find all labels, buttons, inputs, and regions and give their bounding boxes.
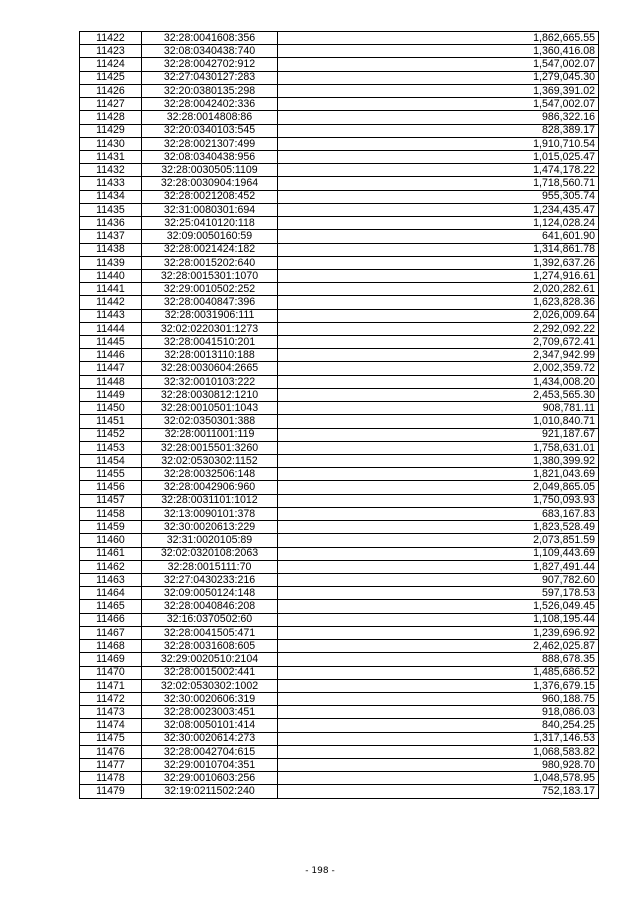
cadastral-number-cell: 32:13:0090101:378 [142,507,278,520]
table-row [80,759,599,772]
amount-cell: 2,002,359.72 [278,362,599,375]
table-row [80,45,599,58]
row-number-cell: 11441 [80,283,142,296]
amount-cell: 1,380,399.92 [278,455,599,468]
row-number-cell: 11458 [80,507,142,520]
row-number-cell: 11428 [80,111,142,124]
cadastral-number-cell: 32:30:0020614:273 [142,732,278,745]
row-number-cell: 11446 [80,349,142,362]
row-number-cell: 11473 [80,706,142,719]
table-row [80,679,599,692]
row-number-cell: 11449 [80,388,142,401]
data-table [79,31,599,799]
amount-cell: 907,782.60 [278,573,599,586]
cadastral-number-cell: 32:28:0042702:912 [142,58,278,71]
amount-cell: 1,234,435.47 [278,203,599,216]
table-row [80,150,599,163]
cadastral-number-cell: 32:28:0040846:208 [142,600,278,613]
row-number-cell: 11474 [80,719,142,732]
amount-cell: 1,392,637.26 [278,256,599,269]
row-number-cell: 11426 [80,84,142,97]
cadastral-number-cell: 32:08:0340438:956 [142,150,278,163]
row-number-cell: 11430 [80,137,142,150]
amount-cell: 2,026,009.64 [278,309,599,322]
amount-cell: 1,015,025.47 [278,150,599,163]
table-row [80,84,599,97]
table-row [80,772,599,785]
table-row [80,177,599,190]
table-row [80,402,599,415]
row-number-cell: 11436 [80,217,142,230]
amount-cell: 1,434,008.20 [278,375,599,388]
row-number-cell: 11470 [80,666,142,679]
table-row [80,719,599,732]
table-row [80,653,599,666]
cadastral-number-cell: 32:28:0041608:356 [142,32,278,45]
table-row [80,613,599,626]
table-row [80,507,599,520]
cadastral-number-cell: 32:32:0010103:222 [142,375,278,388]
table-row [80,441,599,454]
amount-cell: 597,178.53 [278,587,599,600]
amount-cell: 1,317,146.53 [278,732,599,745]
table-row [80,468,599,481]
cadastral-number-cell: 32:02:0320108:2063 [142,547,278,560]
row-number-cell: 11479 [80,785,142,798]
row-number-cell: 11454 [80,455,142,468]
cadastral-number-cell: 32:29:0010704:351 [142,759,278,772]
row-number-cell: 11472 [80,692,142,705]
amount-cell: 1,547,002.07 [278,98,599,111]
table-row [80,626,599,639]
table-row [80,256,599,269]
table-row [80,309,599,322]
table-row [80,296,599,309]
cadastral-number-cell: 32:29:0020510:2104 [142,653,278,666]
amount-cell: 1,623,828.36 [278,296,599,309]
cadastral-number-cell: 32:27:0430127:283 [142,71,278,84]
row-number-cell: 11455 [80,468,142,481]
cadastral-number-cell: 32:28:0015002:441 [142,666,278,679]
cadastral-number-cell: 32:29:0010603:256 [142,772,278,785]
amount-cell: 960,188.75 [278,692,599,705]
amount-cell: 752,183.17 [278,785,599,798]
table-row [80,692,599,705]
table-row [80,230,599,243]
table-row [80,362,599,375]
amount-cell: 2,453,565.30 [278,388,599,401]
amount-cell: 1,108,195.44 [278,613,599,626]
cadastral-number-cell: 32:30:0020613:229 [142,521,278,534]
amount-cell: 2,292,092.22 [278,322,599,335]
cadastral-number-cell: 32:08:0050101:414 [142,719,278,732]
amount-cell: 888,678.35 [278,653,599,666]
table-row [80,640,599,653]
amount-cell: 828,389.17 [278,124,599,137]
row-number-cell: 11475 [80,732,142,745]
table-row [80,98,599,111]
amount-cell: 1,376,679.15 [278,679,599,692]
table-row [80,336,599,349]
cadastral-number-cell: 32:28:0011001:119 [142,428,278,441]
row-number-cell: 11452 [80,428,142,441]
row-number-cell: 11429 [80,124,142,137]
cadastral-number-cell: 32:28:0010501:1043 [142,402,278,415]
row-number-cell: 11459 [80,521,142,534]
amount-cell: 2,709,672.41 [278,336,599,349]
row-number-cell: 11467 [80,626,142,639]
cadastral-number-cell: 32:28:0021208:452 [142,190,278,203]
row-number-cell: 11466 [80,613,142,626]
table-row [80,600,599,613]
cadastral-number-cell: 32:08:0340438:740 [142,45,278,58]
row-number-cell: 11434 [80,190,142,203]
table-row [80,190,599,203]
row-number-cell: 11453 [80,441,142,454]
table-row [80,375,599,388]
row-number-cell: 11423 [80,45,142,58]
table-row [80,203,599,216]
table-row [80,547,599,560]
cadastral-number-cell: 32:28:0032506:148 [142,468,278,481]
cadastral-number-cell: 32:25:0410120:118 [142,217,278,230]
row-number-cell: 11435 [80,203,142,216]
amount-cell: 1,750,093.93 [278,494,599,507]
cadastral-number-cell: 32:27:0430233:216 [142,573,278,586]
amount-cell: 1,827,491.44 [278,560,599,573]
cadastral-number-cell: 32:28:0021424:182 [142,243,278,256]
table-row [80,388,599,401]
table-row [80,111,599,124]
row-number-cell: 11447 [80,362,142,375]
cadastral-number-cell: 32:28:0021307:499 [142,137,278,150]
row-number-cell: 11439 [80,256,142,269]
amount-cell: 2,049,865.05 [278,481,599,494]
row-number-cell: 11425 [80,71,142,84]
row-number-cell: 11424 [80,58,142,71]
row-number-cell: 11463 [80,573,142,586]
cadastral-number-cell: 32:09:0050124:148 [142,587,278,600]
row-number-cell: 11442 [80,296,142,309]
amount-cell: 1,910,710.54 [278,137,599,150]
table-row [80,322,599,335]
table-row [80,494,599,507]
amount-cell: 1,474,178.22 [278,164,599,177]
table-row [80,217,599,230]
row-number-cell: 11437 [80,230,142,243]
amount-cell: 921,187.67 [278,428,599,441]
amount-cell: 2,462,025.87 [278,640,599,653]
amount-cell: 1,547,002.07 [278,58,599,71]
cadastral-number-cell: 32:31:0080301:694 [142,203,278,216]
page-number: - 198 - [305,866,335,876]
amount-cell: 1,360,416.08 [278,45,599,58]
row-number-cell: 11444 [80,322,142,335]
amount-cell: 1,862,665.55 [278,32,599,45]
cadastral-number-cell: 32:20:0340103:545 [142,124,278,137]
amount-cell: 1,485,686.52 [278,666,599,679]
row-number-cell: 11461 [80,547,142,560]
cadastral-number-cell: 32:28:0015301:1070 [142,269,278,282]
cadastral-number-cell: 32:28:0040847:396 [142,296,278,309]
table-row [80,349,599,362]
row-number-cell: 11478 [80,772,142,785]
table-row [80,560,599,573]
cadastral-number-cell: 32:28:0031101:1012 [142,494,278,507]
cadastral-number-cell: 32:28:0030812:1210 [142,388,278,401]
table-row [80,573,599,586]
table-row [80,428,599,441]
cadastral-number-cell: 32:31:0020105:89 [142,534,278,547]
row-number-cell: 11469 [80,653,142,666]
cadastral-number-cell: 32:28:0023003:451 [142,706,278,719]
amount-cell: 1,068,583.82 [278,745,599,758]
amount-cell: 918,086.03 [278,706,599,719]
cadastral-number-cell: 32:09:0050160:59 [142,230,278,243]
table-row [80,732,599,745]
cadastral-number-cell: 32:28:0030604:2665 [142,362,278,375]
amount-cell: 2,073,851.59 [278,534,599,547]
table-row [80,455,599,468]
table-row [80,243,599,256]
cadastral-number-cell: 32:02:0530302:1152 [142,455,278,468]
row-number-cell: 11445 [80,336,142,349]
amount-cell: 1,048,578.95 [278,772,599,785]
row-number-cell: 11476 [80,745,142,758]
cadastral-number-cell: 32:19:0211502:240 [142,785,278,798]
cadastral-number-cell: 32:02:0220301:1273 [142,322,278,335]
row-number-cell: 11443 [80,309,142,322]
row-number-cell: 11431 [80,150,142,163]
cadastral-number-cell: 32:28:0031608:605 [142,640,278,653]
table-row [80,124,599,137]
cadastral-number-cell: 32:28:0042906:960 [142,481,278,494]
cadastral-number-cell: 32:28:0015501:3260 [142,441,278,454]
cadastral-number-cell: 32:28:0042402:336 [142,98,278,111]
row-number-cell: 11438 [80,243,142,256]
amount-cell: 683,167.83 [278,507,599,520]
amount-cell: 1,239,696.92 [278,626,599,639]
row-number-cell: 11432 [80,164,142,177]
amount-cell: 1,821,043.69 [278,468,599,481]
row-number-cell: 11422 [80,32,142,45]
amount-cell: 1,279,045.30 [278,71,599,84]
amount-cell: 1,109,443.69 [278,547,599,560]
row-number-cell: 11457 [80,494,142,507]
cadastral-number-cell: 32:02:0530302:1002 [142,679,278,692]
table-row [80,666,599,679]
amount-cell: 2,347,942.99 [278,349,599,362]
amount-cell: 1,758,631.01 [278,441,599,454]
cadastral-number-cell: 32:28:0031906:111 [142,309,278,322]
amount-cell: 955,305.74 [278,190,599,203]
cadastral-number-cell: 32:16:0370502:60 [142,613,278,626]
table-row [80,58,599,71]
amount-cell: 986,322.16 [278,111,599,124]
amount-cell: 1,010,840.71 [278,415,599,428]
row-number-cell: 11468 [80,640,142,653]
amount-cell: 980,928.70 [278,759,599,772]
amount-cell: 1,314,861.78 [278,243,599,256]
table-row [80,521,599,534]
table-row [80,706,599,719]
cadastral-number-cell: 32:28:0015111:70 [142,560,278,573]
cadastral-number-cell: 32:28:0015202:640 [142,256,278,269]
row-number-cell: 11460 [80,534,142,547]
amount-cell: 840,254.25 [278,719,599,732]
cadastral-number-cell: 32:28:0030904:1964 [142,177,278,190]
cadastral-number-cell: 32:28:0041505:471 [142,626,278,639]
cadastral-number-cell: 32:20:0380135:298 [142,84,278,97]
table-row [80,745,599,758]
table-row [80,269,599,282]
amount-cell: 1,823,528.49 [278,521,599,534]
table-row [80,415,599,428]
table-row [80,481,599,494]
amount-cell: 1,274,916.61 [278,269,599,282]
table-row [80,164,599,177]
table-row [80,283,599,296]
row-number-cell: 11451 [80,415,142,428]
cadastral-number-cell: 32:28:0013110:188 [142,349,278,362]
table-body [80,32,599,799]
amount-cell: 641,601.90 [278,230,599,243]
row-number-cell: 11433 [80,177,142,190]
amount-cell: 1,369,391.02 [278,84,599,97]
cadastral-number-cell: 32:28:0042704:615 [142,745,278,758]
row-number-cell: 11448 [80,375,142,388]
amount-cell: 1,718,560.71 [278,177,599,190]
row-number-cell: 11464 [80,587,142,600]
row-number-cell: 11462 [80,560,142,573]
table-row [80,71,599,84]
cadastral-number-cell: 32:30:0020606:319 [142,692,278,705]
row-number-cell: 11477 [80,759,142,772]
row-number-cell: 11450 [80,402,142,415]
amount-cell: 1,526,049.45 [278,600,599,613]
row-number-cell: 11471 [80,679,142,692]
row-number-cell: 11465 [80,600,142,613]
table-row [80,534,599,547]
table-row [80,137,599,150]
row-number-cell: 11456 [80,481,142,494]
amount-cell: 908,781.11 [278,402,599,415]
cadastral-number-cell: 32:02:0350301:388 [142,415,278,428]
amount-cell: 1,124,028.24 [278,217,599,230]
cadastral-number-cell: 32:28:0041510:201 [142,336,278,349]
row-number-cell: 11427 [80,98,142,111]
cadastral-number-cell: 32:28:0014808:86 [142,111,278,124]
table-row [80,587,599,600]
cadastral-number-cell: 32:29:0010502:252 [142,283,278,296]
table-row [80,785,599,798]
row-number-cell: 11440 [80,269,142,282]
amount-cell: 2,020,282.61 [278,283,599,296]
cadastral-number-cell: 32:28:0030505:1109 [142,164,278,177]
table-row [80,32,599,45]
